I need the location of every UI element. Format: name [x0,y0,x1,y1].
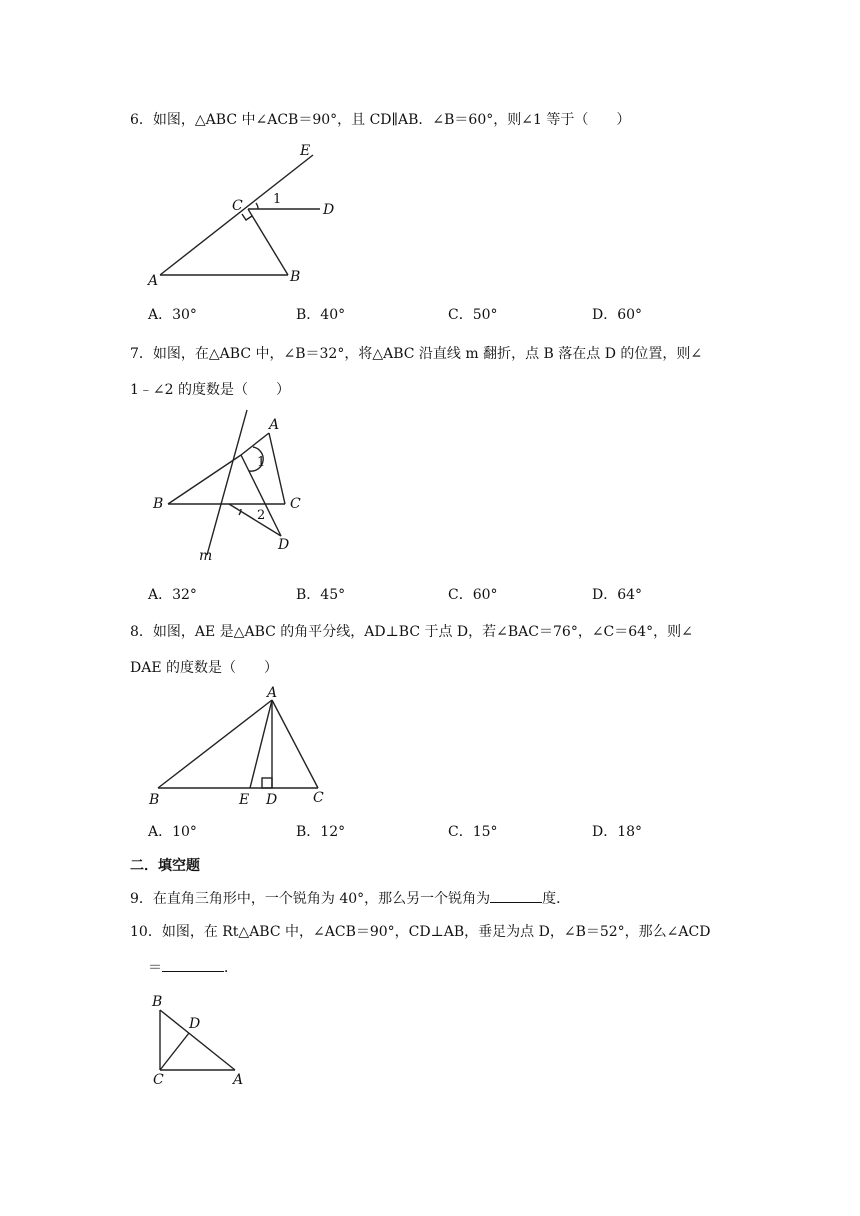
question-10-line-1: 10．如图，在 Rt△ABC 中，∠ACB＝90°，CD⊥AB，垂足为点 D，∠B＝52°，那么∠ACD [130,924,711,940]
question-7-options [148,584,708,608]
question-8-line-1: 8．如图，AE 是△ABC 的角平分线，AD⊥BC 于点 D，若∠BAC＝76°，∠C＝64°，则∠ [130,624,693,640]
question-8-text [130,618,730,683]
option-d[interactable]: D．64° [592,587,643,603]
question-9-text [130,885,730,914]
question-10-before: ＝ [148,960,162,976]
option-c[interactable]: C．60° [448,587,498,603]
question-10-figure [145,990,255,1090]
point-e-label: E [300,143,311,159]
point-a-label: A [267,685,278,701]
point-d-label: D [266,792,278,808]
question-7-text [130,340,730,405]
point-b-label: B [153,496,164,512]
question-7-line-1: 7．如图，在△ABC 中，∠B＝32°，将△ABC 沿直线 m 翻折，点 B 落在点 D 的位置，则∠ [130,346,703,362]
option-d[interactable]: D．60° [592,307,643,323]
point-e-label: E [239,792,250,808]
question-6-options [148,304,708,328]
point-b-label: B [149,792,160,808]
point-d-label: D [278,537,290,553]
answer-blank[interactable] [162,955,224,972]
point-b-label: B [152,994,163,1010]
answer-blank[interactable] [490,886,542,903]
question-8-figure [145,683,335,808]
point-d-label: D [323,202,335,218]
option-c[interactable]: C．50° [448,307,498,323]
point-a-label: A [148,273,159,289]
question-6-figure [145,140,345,290]
point-c-label: C [290,496,301,512]
question-8-options [148,821,708,845]
question-8-line-2: DAE 的度数是（ ） [130,660,279,676]
question-6-text: 6．如图，△ABC 中∠ACB＝90°，且 CD∥AB．∠B＝60°，则∠1 等于（ ） [130,112,631,128]
point-c-label: C [313,790,324,806]
point-a-label: A [269,417,280,433]
angle-1-label: 1 [273,192,282,207]
question-7-line-2: 1﹣∠2 的度数是（ ） [130,382,290,398]
option-b[interactable]: B．45° [296,587,346,603]
point-a-label: A [233,1072,244,1088]
question-10-text [130,918,730,983]
point-c-label: C [232,198,243,214]
section-title: 二．填空题 [130,858,200,874]
point-d-label: D [189,1016,201,1032]
option-c[interactable]: C．15° [448,824,498,840]
question-9-before: 9．在直角三角形中，一个锐角为 40°，那么另一个锐角为 [130,891,491,907]
question-10-line-2 [130,954,730,983]
question-10-after: ． [224,960,238,976]
line-m-label: m [199,548,213,564]
option-b[interactable]: B．40° [296,307,346,323]
question-9-after: 度． [542,891,571,907]
point-c-label: C [153,1072,164,1088]
angle-2-label: 2 [257,508,266,523]
question-7-figure [145,405,315,565]
option-d[interactable]: D．18° [592,824,643,840]
option-b[interactable]: B．12° [296,824,346,840]
option-a[interactable]: A．30° [148,307,197,323]
angle-1-label: 1 [257,455,266,470]
point-b-label: B [290,269,301,285]
option-a[interactable]: A．32° [148,587,197,603]
option-a[interactable]: A．10° [148,824,197,840]
